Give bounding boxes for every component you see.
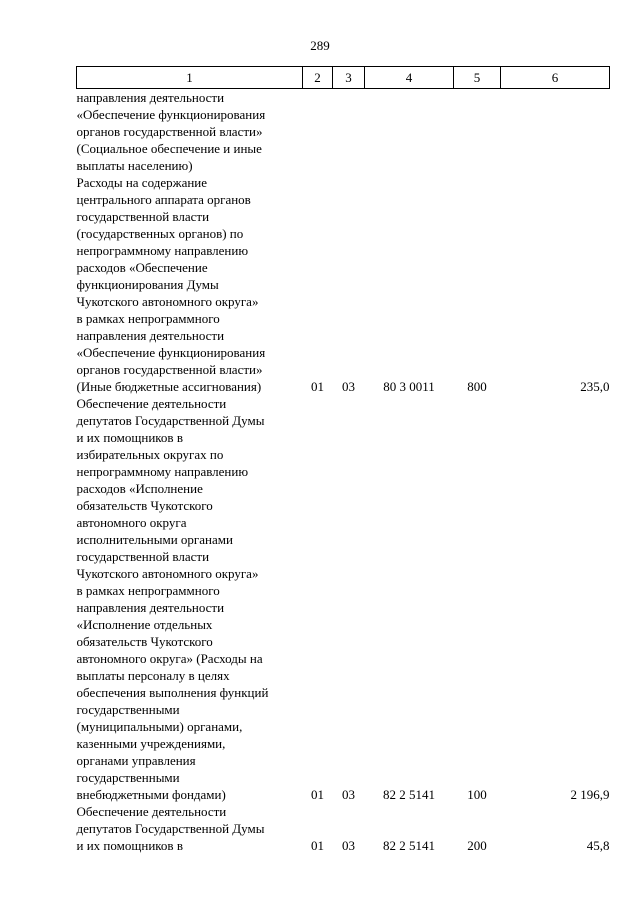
row-subsection: 03 [342,787,355,802]
row-expense-type [454,89,501,175]
table-row [77,803,610,854]
row-expense-type: 100 [467,787,487,802]
row-description: Расходы на содержание центрального аппарата органов государственной власти (государственных органов) по непрограммному направлению расходов «Обеспечение функционирования Думы Чукотского автономного округа» в рамках непрограммного направления деятельности «Обеспечение функционирования органов государственной власти» (Иные бюджетные ассигнования) [76,175,266,394]
row-description: направления деятельности «Обеспечение функционирования органов государственной власти» (Социальное обеспечение и иные выплаты населению) [76,90,266,173]
header-col-1: 1 [77,67,303,89]
budget-table [76,66,610,854]
row-target-article [365,89,454,175]
header-row [77,67,610,89]
header-col-5: 5 [454,67,501,89]
row-description: Обеспечение деятельности депутатов Государственной Думы и их помощников в избирательных округах по непрограммному направлению расходов «Исполнение обязательств Чукотского автономного округа исполнительными органами государственной власти Чукотского автономного округа» в рамках непрограммного направления деятельности «Исполнение отдельных обязательств Чукотского автономного округа» (Расходы на выплаты персоналу в целях обеспечения выполнения функций государственными (муниципальными) органами, казенными учреждениями, органами управления государственными внебюджетными фондами) [76,396,269,802]
header-col-6: 6 [501,67,610,89]
row-target-article: 82 2 5141 [383,838,435,853]
row-section: 01 [311,838,324,853]
row-amount [501,89,610,175]
row-amount: 235,0 [580,379,610,394]
header-col-3: 3 [333,67,365,89]
row-subsection: 03 [342,379,355,394]
header-col-2: 2 [303,67,333,89]
table-row [77,174,610,395]
page-number: 289 [310,38,330,53]
row-expense-type: 800 [467,379,487,394]
table-row [77,395,610,803]
table-row [77,89,610,175]
row-section [303,89,333,175]
row-target-article: 80 3 0011 [383,379,435,394]
row-amount: 45,8 [586,838,610,853]
row-subsection [333,89,365,175]
row-target-article: 82 2 5141 [383,787,435,802]
row-section: 01 [311,787,324,802]
header-col-4: 4 [365,67,454,89]
row-subsection: 03 [342,838,355,853]
row-amount: 2 196,9 [570,787,610,802]
row-section: 01 [311,379,324,394]
row-expense-type: 200 [467,838,487,853]
row-description: Обеспечение деятельности депутатов Государственной Думы и их помощников в [76,804,265,853]
table-header [77,67,610,89]
